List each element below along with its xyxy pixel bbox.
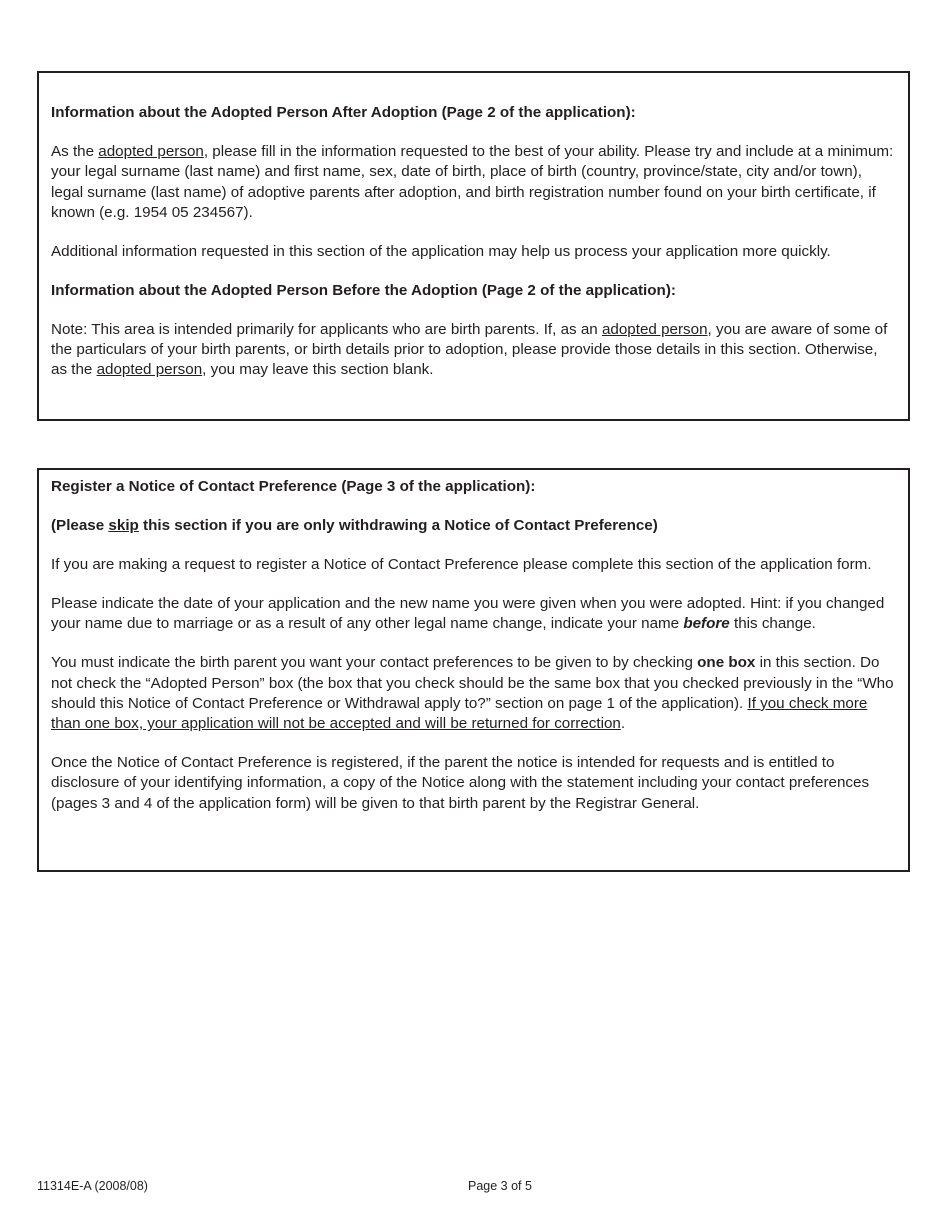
text-span: Note: This area is intended primarily for applicants who are birth parents. If, as an <box>51 320 602 338</box>
section-heading-after-adoption: Information about the Adopted Person After Adoption (Page 2 of the application): <box>51 104 636 121</box>
text-span: , please fill in the information requested to the best of your ability. Please try and include at a minimum: your legal surname (last name) and first name, sex, date of birth, place of birth (country, province/state, city and/or town), legal surname (last name) of adoptive parents after adoption, and birth registration number found on your birth certificate, if known (e.g. 1954 05 234567). <box>51 142 894 221</box>
section-heading-contact-preference: Register a Notice of Contact Preference (Page 3 of the application): <box>51 478 536 495</box>
text-span: in this section. Do not check the “Adopted Person” box (the box that you check should be the same box that you checked previously in the “Who should this Notice of Contact Preference or Withdrawal apply to?” section on page 1 of the application). <box>51 654 894 712</box>
paragraph-before-adoption-note <box>51 320 896 381</box>
contact-preference-box <box>37 468 910 872</box>
text-span: this section if you are only withdrawing a Notice of Contact Preference) <box>138 516 658 534</box>
text-span: . <box>620 715 626 733</box>
page-number: Page 3 of 5 <box>468 1179 532 1193</box>
paragraph-disclosure: Once the Notice of Contact Preference is registered, if the parent the notice is intended for requests and is entitled to disclosure of your identifying information, a copy of the Notice along with the statement including your contact preferences (pages 3 and 4 of the application form) will be given to that birth parent by the Registrar General. <box>51 754 870 812</box>
text-span: (Please <box>51 516 109 534</box>
adopted-person-term: adopted person <box>601 320 708 338</box>
paragraph-after-adoption-instructions <box>51 142 896 223</box>
one-box-term: one box <box>697 654 756 672</box>
skip-instruction <box>51 516 896 536</box>
text-span: Please indicate the date of your application and the new name you were given when you were adopted. Hint: if you changed your name due to marriage or as a result of any other legal name change, indicate your name <box>51 594 885 633</box>
text-span: this change. <box>729 615 816 633</box>
paragraph-one-box <box>51 653 896 734</box>
text-span: You must indicate the birth parent you want your contact preferences to be given to by checking <box>51 654 698 672</box>
text-span: As the <box>51 142 99 160</box>
paragraph-date-and-name <box>51 594 896 635</box>
adopted-person-info-box <box>37 71 910 421</box>
adopted-person-term: adopted person <box>98 142 204 160</box>
text-span: , you may leave this section blank. <box>202 361 434 379</box>
paragraph-additional-info: Additional information requested in this section of the application may help us process your application more quickly. <box>51 242 831 260</box>
form-number: 11314E-A (2008/08) <box>37 1179 148 1193</box>
adopted-person-term: adopted person <box>96 361 203 379</box>
paragraph-register-request: If you are making a request to register a Notice of Contact Preference please complete this section of the application form. <box>51 555 872 573</box>
skip-term: skip <box>108 516 139 534</box>
before-term: before <box>683 615 730 633</box>
section-heading-before-adoption: Information about the Adopted Person Before the Adoption (Page 2 of the application): <box>51 281 676 299</box>
text-span: , you are aware of some of the particulars of your birth parents, or birth details prior to adoption, please provide those details in this section. Otherwise, as the <box>51 320 888 379</box>
rejection-warning: If you check more than one box, your application will not be accepted and will be returned for correction <box>51 694 868 733</box>
